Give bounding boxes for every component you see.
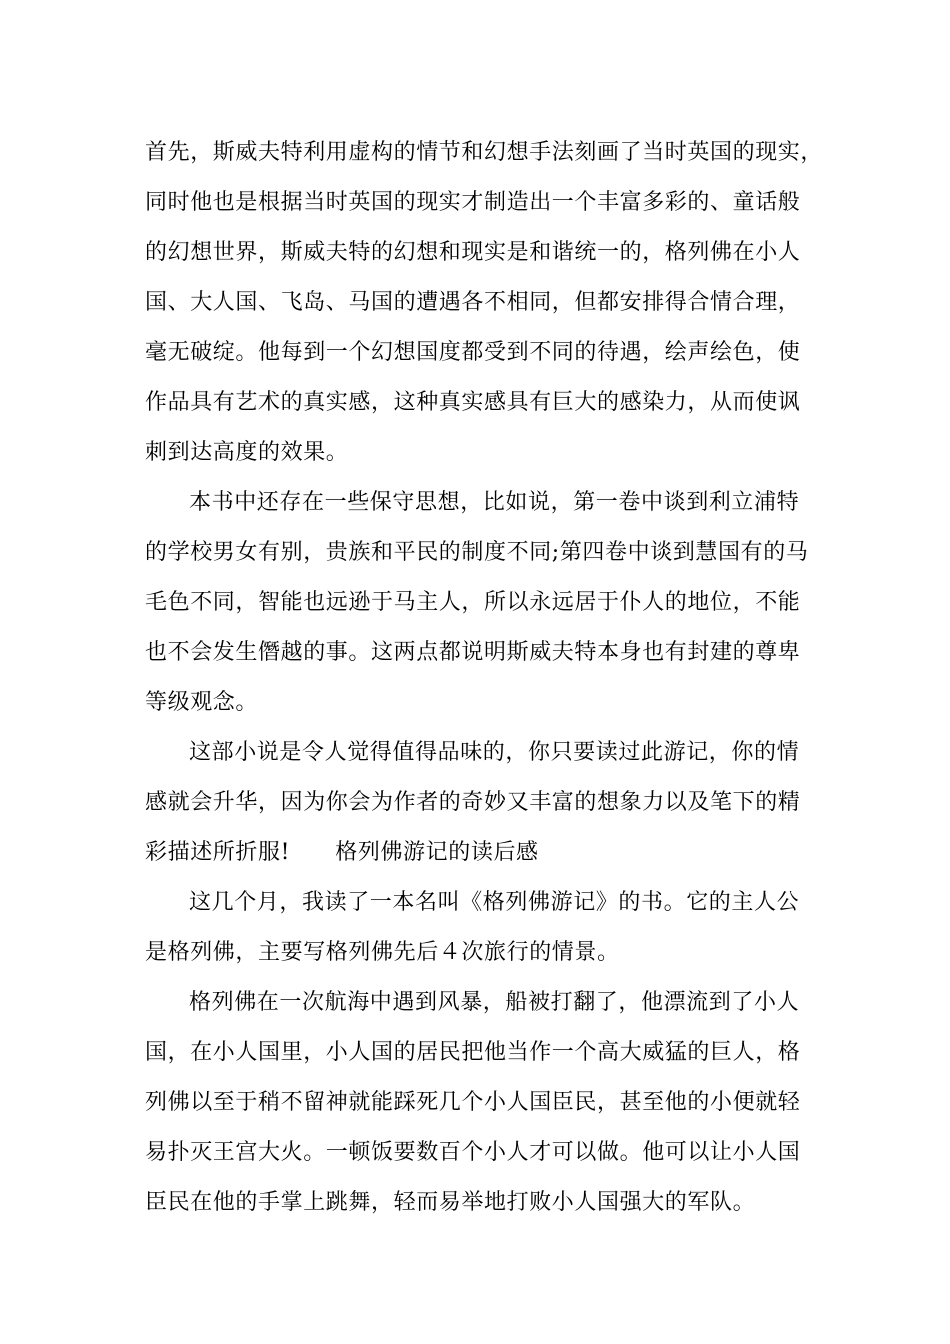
text-line: 国，在小人国里，小人国的居民把他当作一个高大威猛的巨人，格 (145, 1040, 801, 1065)
text-line: 这几个月，我读了一本名叫《格列佛游记》的书。它的主人公 (189, 890, 800, 915)
paragraph (145, 728, 815, 878)
text-line: 刺到达高度的效果。 (145, 440, 349, 465)
document-body (145, 128, 824, 1228)
text-line: 也不会发生僭越的事。这两点都说明斯威夫特本身也有封建的尊卑 (145, 640, 801, 665)
text-line: 的幻想世界，斯威夫特的幻想和现实是和谐统一的，格列佛在小人 (145, 240, 801, 265)
paragraph (145, 478, 815, 728)
text-line: 臣民在他的手掌上跳舞，轻而易举地打败小人国强大的军队。 (145, 1190, 756, 1215)
text-line: 国、大人国、飞岛、马国的遭遇各不相同，但都安排得合情合理， (145, 290, 801, 315)
text-line: 首先，斯威夫特利用虚构的情节和幻想手法刻画了当时英国的现实， (145, 140, 824, 165)
text-line: 等级观念。 (145, 690, 259, 715)
text-line: 的学校男女有别，贵族和平民的制度不同;第四卷中谈到慧国有的马 (145, 540, 809, 565)
text-line: 这部小说是令人觉得值得品味的，你只要读过此游记，你的情 (189, 740, 800, 765)
text-line: 感就会升华，因为你会为作者的奇妙又丰富的想象力以及笔下的精 (145, 790, 801, 815)
text-line: 同时他也是根据当时英国的现实才制造出一个丰富多彩的、童话般 (145, 190, 801, 215)
text-line: 易扑灭王宫大火。一顿饭要数百个小人才可以做。他可以让小人国 (145, 1140, 801, 1165)
text-line: 格列佛在一次航海中遇到风暴，船被打翻了，他漂流到了小人 (189, 990, 800, 1015)
paragraph (145, 878, 815, 978)
text-line: 毛色不同，智能也远逊于马主人，所以永远居于仆人的地位，不能 (145, 590, 801, 615)
text-line: 列佛以至于稍不留神就能踩死几个小人国臣民，甚至他的小便就轻 (145, 1090, 801, 1115)
text-line: 本书中还存在一些保守思想，比如说，第一卷中谈到利立浦特 (189, 490, 800, 515)
text-line: 是格列佛，主要写格列佛先后４次旅行的情景。 (145, 940, 620, 965)
text-line: 作品具有艺术的真实感，这种真实感具有巨大的感染力，从而使讽 (145, 390, 801, 415)
paragraph (145, 978, 815, 1228)
text-line: 彩描述所折服! 格列佛游记的读后感 (145, 840, 539, 865)
text-line: 毫无破绽。他每到一个幻想国度都受到不同的待遇，绘声绘色，使 (145, 340, 801, 365)
paragraph (145, 128, 824, 478)
